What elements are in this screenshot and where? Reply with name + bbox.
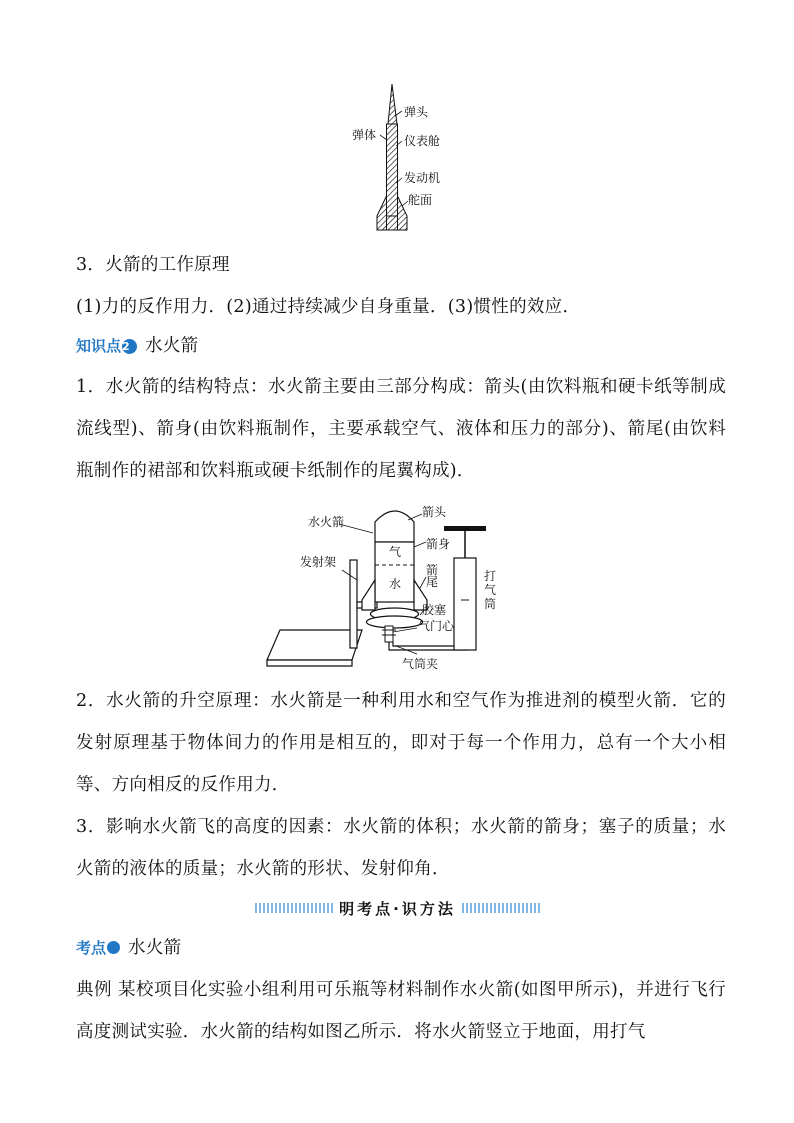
- label-rudder: 舵面: [408, 193, 433, 207]
- label-water-rocket: 水火箭: [308, 515, 345, 529]
- knowledge-point-tag-label: 知识点: [76, 337, 122, 355]
- label-pump-line2: 气: [484, 583, 497, 597]
- banner-title: 明考点·识方法: [339, 899, 456, 918]
- exam-point-heading: [76, 927, 726, 969]
- item-1-structure: 1．水火箭的结构特点：水火箭主要由三部分构成：箭头(由饮料瓶和硬卡纸等制成流线型)、箭身(由饮料瓶制作，主要承载空气、液体和压力的部分)、箭尾(由饮料瓶制作的裙部和饮料瓶或硬卡纸制作的尾翼构成)．: [76, 377, 726, 481]
- label-gas: 气: [389, 545, 402, 559]
- exam-point-tag: [76, 939, 120, 957]
- label-pump-line3: 筒: [484, 597, 497, 611]
- example-text: 典例 某校项目化实验小组利用可乐瓶等材料制作水火箭(如图甲所示)，并进行飞行高度测试实验．水火箭的结构如图乙所示．将水火箭竖立于地面，用打气: [76, 980, 726, 1042]
- label-warhead: 弹头: [404, 105, 429, 119]
- label-pump-line1: 打: [484, 569, 497, 583]
- banner-stripe-left: [255, 903, 333, 913]
- section3-text: (1)力的反作用力．(2)通过持续减少自身重量．(3)惯性的效应．: [76, 297, 581, 317]
- label-engine: 发动机: [404, 171, 441, 185]
- knowledge-point-title: 水火箭: [145, 336, 199, 356]
- label-nose: 箭头: [422, 505, 447, 519]
- label-launcher: 发射架: [300, 555, 337, 569]
- item-3-factors: 3．影响水火箭飞的高度的因素：水火箭的体积；水火箭的箭身；塞子的质量；水火箭的液体的质量；水火箭的形状、发射仰角．: [76, 817, 726, 879]
- label-body: 弹体: [352, 128, 377, 142]
- section3-heading: 3．火箭的工作原理: [76, 255, 230, 275]
- exam-point-title: 水火箭: [128, 938, 182, 958]
- label-water: 水: [389, 577, 402, 591]
- item-2-principle: 2．水火箭的升空原理：水火箭是一种利用水和空气作为推进剂的模型火箭．它的发射原理基于物体间力的作用是相互的，即对于每一个作用力，总有一个大小相等、方向相反的反作用力．: [76, 691, 726, 795]
- label-tail-line2: 尾: [426, 575, 439, 589]
- label-clamp: 气筒夹: [402, 657, 439, 671]
- label-rocket-body: 箭身: [426, 537, 451, 551]
- banner-stripe-right: [462, 903, 540, 913]
- label-stopper: 胶塞: [422, 603, 447, 617]
- circle-icon: [107, 941, 120, 954]
- water-rocket-diagram: [262, 502, 512, 672]
- rocket-diagram: [330, 78, 460, 238]
- exam-point-tag-label: 考点: [76, 939, 107, 957]
- label-tail-line1: 箭: [426, 563, 439, 577]
- label-valve-core: 气门心: [418, 619, 455, 633]
- label-instrument-cabin: 仪表舱: [404, 134, 441, 148]
- number-2-icon: 2: [122, 339, 137, 354]
- section-banner: [255, 897, 540, 919]
- knowledge-point-heading: [76, 325, 726, 367]
- knowledge-point-tag: [76, 337, 137, 355]
